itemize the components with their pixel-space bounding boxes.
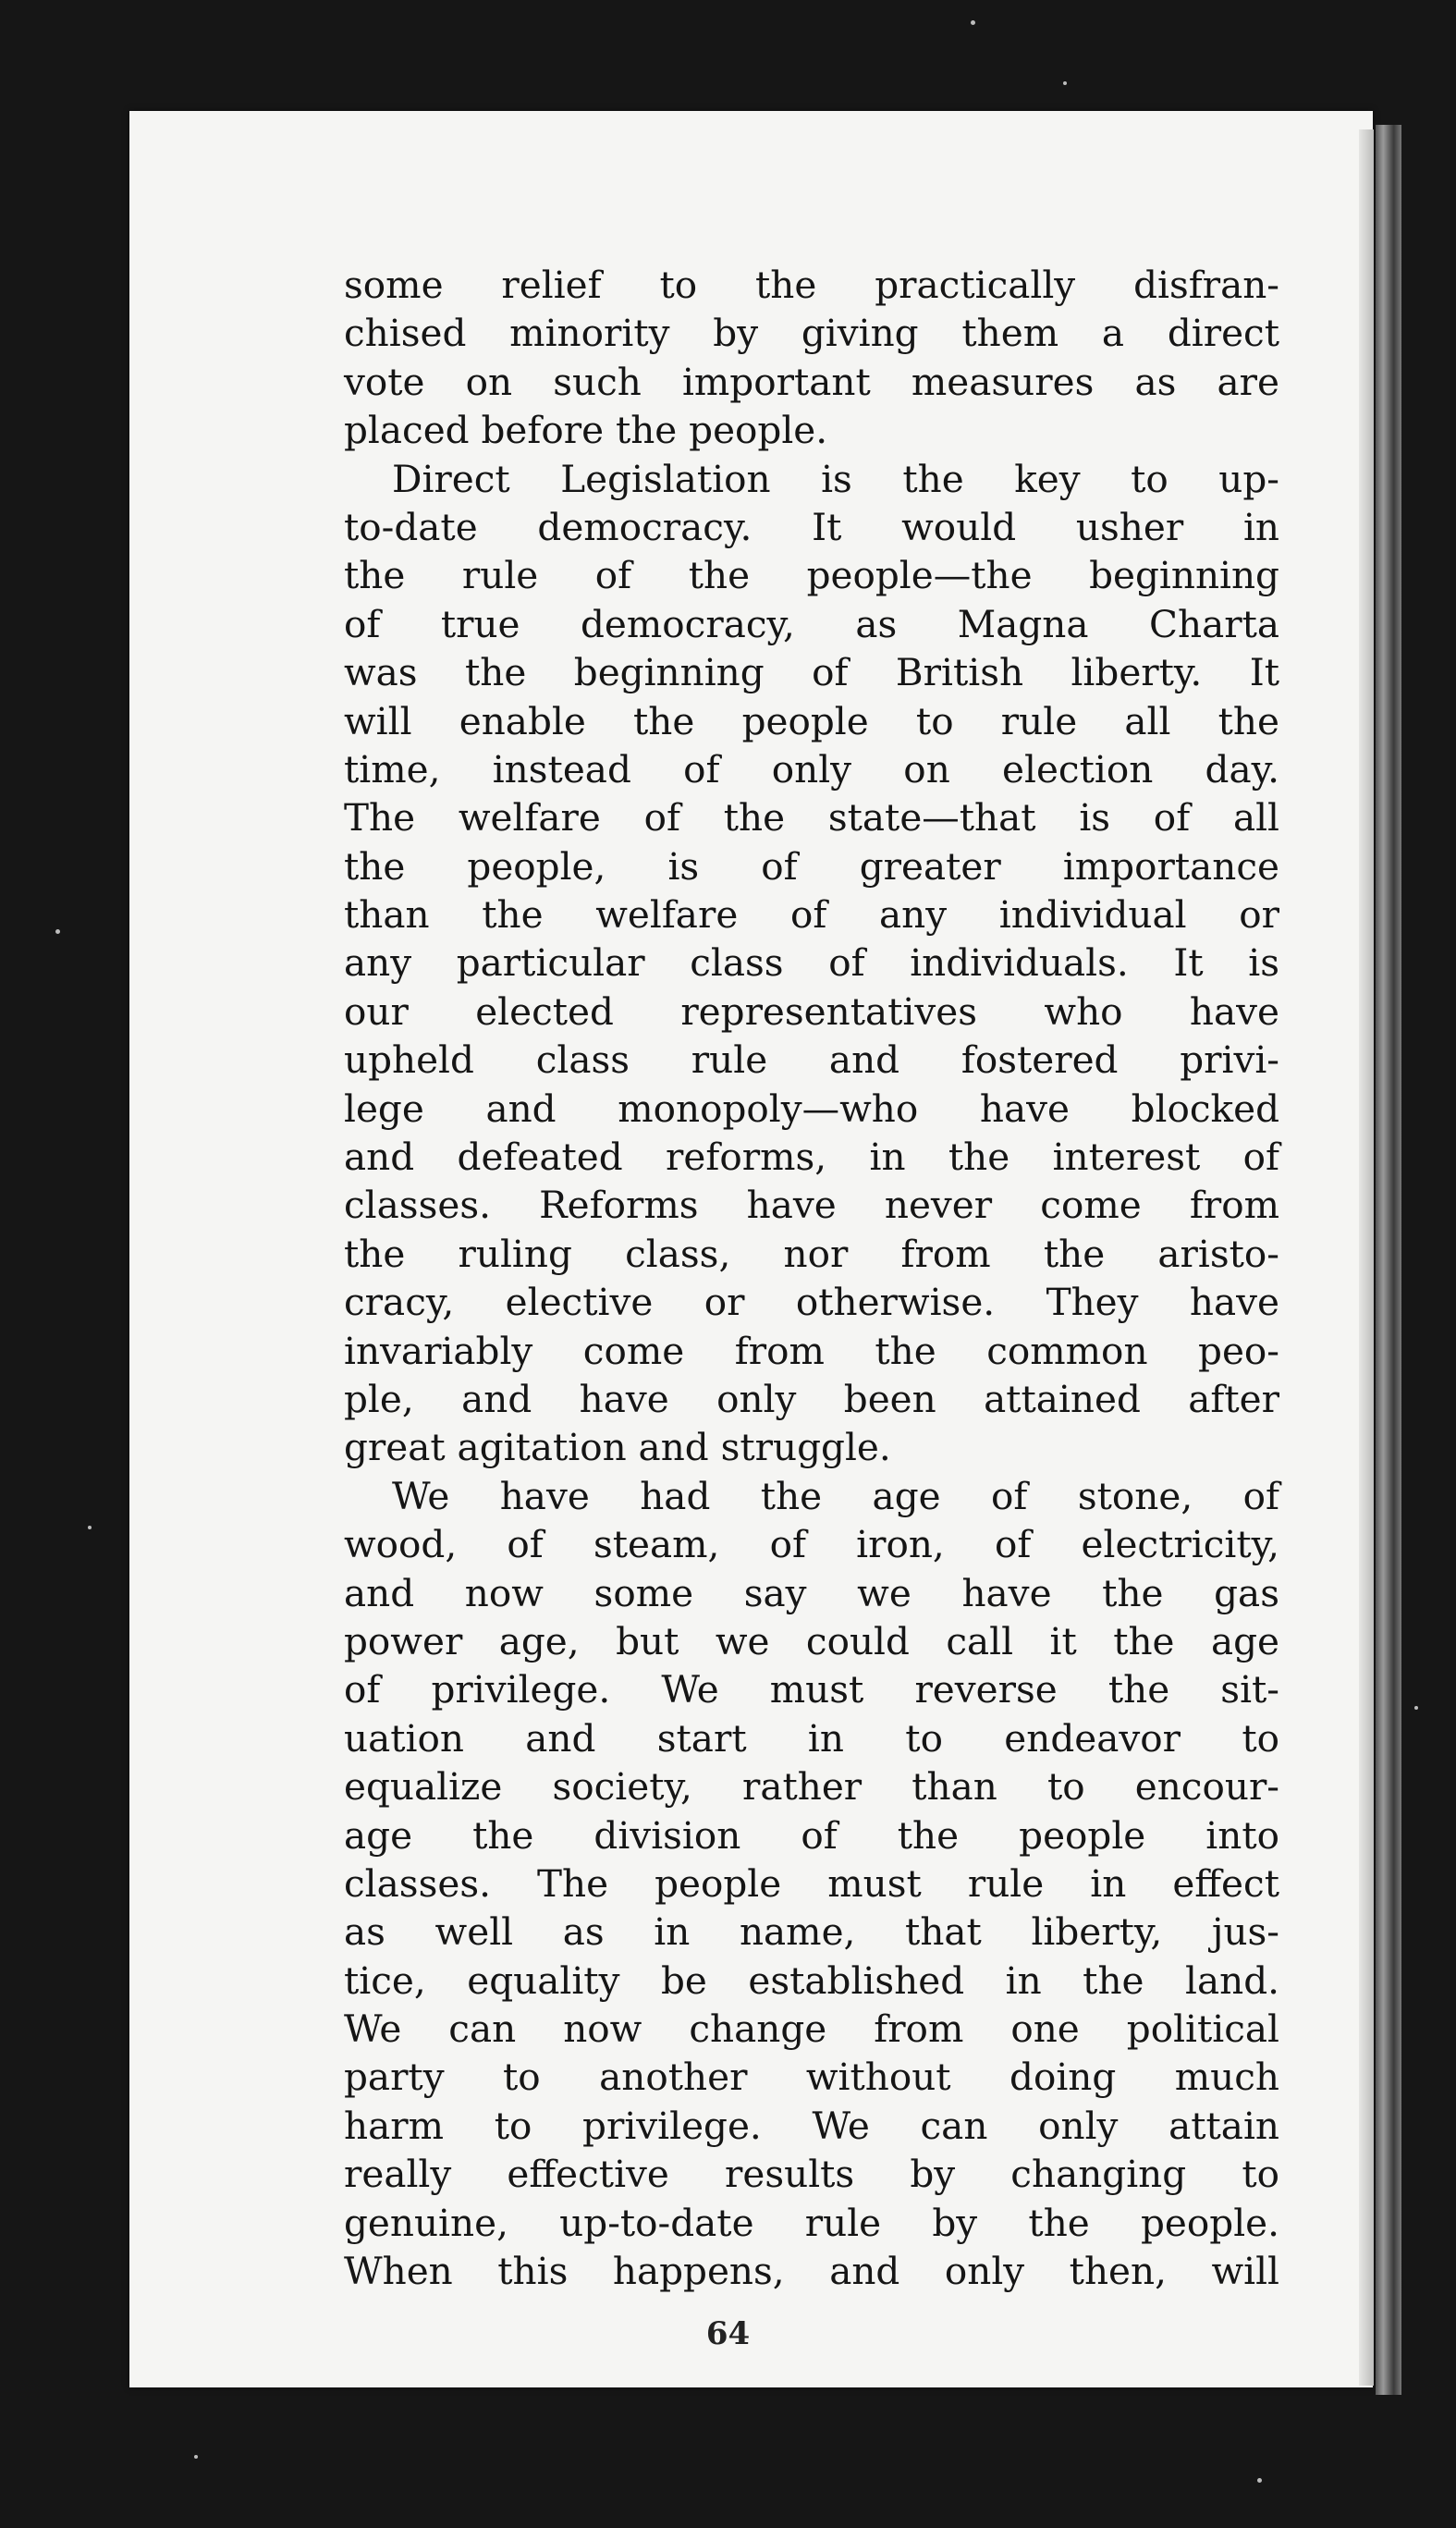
text-line: of privilege. We must reverse the sit-	[344, 1667, 1279, 1712]
book-spine-edge	[1376, 125, 1401, 2395]
text-line: and defeated reforms, in the interest of	[344, 1135, 1279, 1180]
text-line: as well as in name, that liberty, jus-	[344, 1909, 1279, 1955]
text-line: ple, and have only been attained after	[344, 1376, 1279, 1421]
text-line: power age, but we could call it the age	[344, 1618, 1279, 1663]
text-line: vote on such important measures as are	[344, 359, 1279, 404]
text-line: our elected representatives who have	[344, 988, 1279, 1034]
text-line: lege and monopoly—who have blocked	[344, 1086, 1279, 1131]
text-line: harm to privilege. We can only attain	[344, 2103, 1279, 2148]
page-number: 64	[705, 2315, 751, 2352]
text-line: the people, is of greater importance	[344, 843, 1279, 889]
text-line: equalize society, rather than to encour-	[344, 1764, 1279, 1810]
text-line: When this happens, and only then, will	[344, 2249, 1279, 2294]
text-line: great agitation and struggle.	[344, 1425, 891, 1470]
text-line: than the welfare of any individual or	[344, 892, 1279, 938]
text-line: any particular class of individuals. It is	[344, 940, 1279, 986]
text-line: classes. The people must rule in effect	[344, 1860, 1279, 1906]
dust-speck	[1257, 2478, 1262, 2483]
text-line: really effective results by changing to	[344, 2152, 1279, 2197]
text-line: the rule of the people—the beginning	[344, 553, 1279, 598]
text-line: the ruling class, nor from the aristo-	[344, 1231, 1279, 1276]
paragraph-3	[344, 1472, 1279, 2296]
text-line: and now some say we have the gas	[344, 1570, 1279, 1615]
dust-speck	[1414, 1706, 1418, 1710]
body-text	[344, 261, 1279, 2295]
text-line: time, instead of only on election day.	[344, 746, 1279, 792]
text-line: genuine, up-to-date rule by the people.	[344, 2200, 1279, 2245]
paragraph-1	[344, 261, 1279, 455]
dust-speck	[55, 929, 60, 934]
text-line: will enable the people to rule all the	[344, 698, 1279, 743]
text-line: uation and start in to endeavor to	[344, 1715, 1279, 1761]
paragraph-2	[344, 455, 1279, 1472]
text-line: some relief to the practically disfran-	[344, 263, 1279, 307]
text-line: cracy, elective or otherwise. They have	[344, 1280, 1279, 1325]
text-line: party to another without doing much	[344, 2055, 1279, 2100]
text-line: wood, of steam, of iron, of electricity,	[344, 1522, 1279, 1567]
text-line: We have had the age of stone, of	[392, 1473, 1279, 1518]
text-line: The welfare of the state—that is of all	[344, 795, 1279, 841]
dust-speck	[88, 1526, 92, 1529]
text-line: placed before the people.	[344, 408, 828, 453]
text-line: Direct Legislation is the key to up-	[392, 456, 1279, 501]
text-line: tice, equality be established in the land.	[344, 1957, 1279, 2003]
text-line: was the beginning of British liberty. It	[344, 650, 1279, 695]
dust-speck	[971, 20, 975, 25]
text-line: upheld class rule and fostered privi-	[344, 1037, 1279, 1083]
text-line: age the division of the people into	[344, 1812, 1279, 1858]
text-line: We can now change from one political	[344, 2006, 1279, 2052]
dust-speck	[194, 2455, 198, 2459]
text-line: chised minority by giving them a direct	[344, 311, 1279, 356]
text-line: to-date democracy. It would usher in	[344, 504, 1279, 549]
text-line: classes. Reforms have never come from	[344, 1183, 1279, 1228]
text-line: invariably come from the common peo-	[344, 1328, 1279, 1373]
page-stack-edge	[1359, 129, 1374, 2386]
dust-speck	[1063, 81, 1067, 85]
text-line: of true democracy, as Magna Charta	[344, 601, 1279, 646]
